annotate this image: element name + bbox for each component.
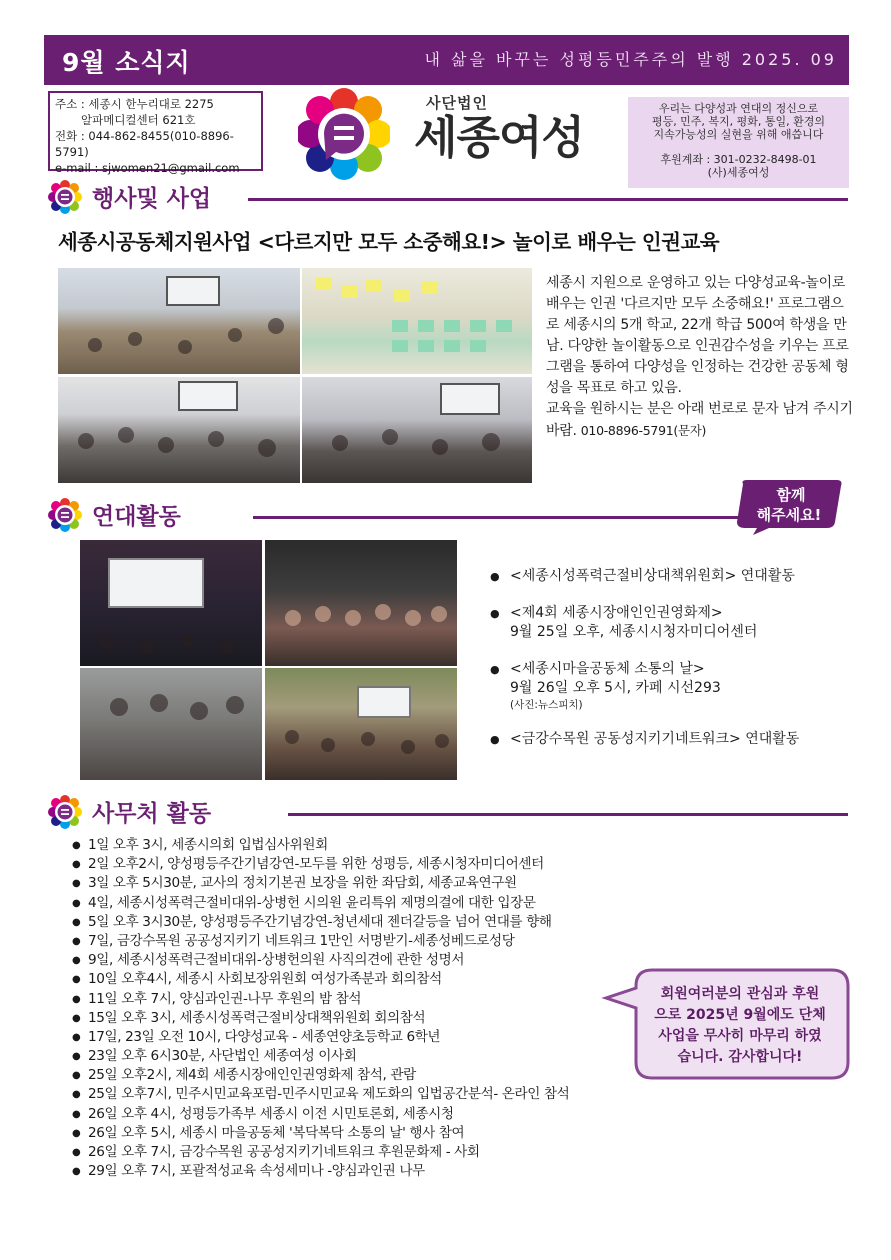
account-holder: (사)세종여성 <box>707 166 770 179</box>
newsletter-title: 9월 소식지 <box>62 48 191 77</box>
section-title: 행사및 사업 <box>92 186 212 212</box>
mission-line: 우리는 다양성과 연대의 정신으로 <box>658 102 819 115</box>
photo-credit: (사진:뉴스피치) <box>510 699 583 711</box>
logo-subtitle: 사단법인 <box>426 94 488 112</box>
section-divider <box>253 516 743 519</box>
list-item: ● 11일 오후 7시, 양심과인권-나무 후원의 밤 참석 <box>72 990 672 1009</box>
section-title: 연대활동 <box>92 504 181 530</box>
education-phone: 010-8896-5791(문자) <box>580 423 707 438</box>
solidarity-detail: 9월 26일 오후 5시, 카페 시선293 <box>510 680 721 696</box>
list-item: ● 10일 오후4시, 세종시 사회보장위원회 여성가족분과 회의참석 <box>72 970 672 989</box>
phone-line: 전화 : 044-862-8455(010-8896-5791) <box>55 129 234 159</box>
solidarity-photo-1 <box>80 540 262 666</box>
solidarity-photo-4 <box>265 668 457 780</box>
flower-logo-icon <box>298 88 390 180</box>
list-item <box>490 660 860 712</box>
list-item: ● 26일 오후 7시, 금강수목원 공공성지키기네트워크 후원문화제 - 사회 <box>72 1143 672 1162</box>
solidarity-title: <세종시성폭력근절비상대책위원회> 연대활동 <box>510 568 795 584</box>
org-logo <box>298 88 598 180</box>
solidarity-photo-2 <box>265 540 457 666</box>
education-request-text: 교육을 원하시는 분은 아래 번로로 문자 남겨 주시기 바람. <box>546 401 853 439</box>
email-line: e-mail : sjwomen21@gmail.com <box>55 161 240 175</box>
donation-account: 후원계좌 : 301-0232-8498-01 <box>660 153 817 166</box>
address-line-2: 알파메디컬센터 621호 <box>81 113 196 127</box>
thank-you-line: 사업을 무사히 마무리 하였 <box>658 1028 822 1044</box>
event-photo-1 <box>58 268 300 374</box>
list-item: ● 9일, 세종시성폭력근절비대위-상병헌의원 사직의견에 관한 성명서 <box>72 951 672 970</box>
event-description-text: 세종시 지원으로 운영하고 있는 다양성교육-놀이로 배우는 인권 '다르지만 모두 소중해요!' 프로그램으로 세종시의 5개 학교, 22개 학급 500여 학생을 만남. 다양한 놀이활동으로 인권감수성을 키우는 프로그램을 통하여 다양성을 인정하는 건강한 공동체 형성을 목표로 하고 있음. <box>546 275 849 396</box>
solidarity-list <box>490 567 860 767</box>
section-header-office <box>48 793 848 833</box>
list-item: ● 4일, 세종시성폭력근절비대위-상병헌 시의원 윤리특위 제명의결에 대한 입장문 <box>72 894 672 913</box>
badge-line-2: 해주세요! <box>756 506 822 524</box>
section-header-solidarity <box>48 496 748 536</box>
section-logo-icon <box>48 795 82 829</box>
section-logo-icon <box>48 498 82 532</box>
list-item: ● 3일 오후 5시30분, 교사의 정치기본권 보장을 위한 좌담회, 세종교육연구원 <box>72 874 672 893</box>
join-us-badge <box>733 478 845 536</box>
list-item: ● 5일 오후 3시30분, 양성평등주간기념강연-청년세대 젠더갈등을 넘어 연대를 향해 <box>72 913 672 932</box>
list-item: ● 7일, 금강수목원 공공성지키기 네트워크 1만인 서명받기-세종성베드로성당 <box>72 932 672 951</box>
thank-you-line: 으로 2025년 9월에도 단체 <box>654 1007 826 1023</box>
list-item: ● 26일 오후 4시, 성평등가족부 세종시 이전 시민토론회, 세종시청 <box>72 1105 672 1124</box>
list-item: ● 29일 오후 7시, 포괄적성교육 속성세미나 -양심과인권 나무 <box>72 1162 672 1181</box>
solidarity-detail: 9월 25일 오후, 세종시시청자미디어센터 <box>510 624 758 640</box>
logo-wordmark: 세종여성 <box>414 111 584 164</box>
event-photo-4 <box>302 377 532 483</box>
list-item: ● 26일 오후 5시, 세종시 마을공동체 '복닥복닥 소통의 날' 행사 참여 <box>72 1124 672 1143</box>
event-photo-3 <box>58 377 300 483</box>
mission-box <box>628 97 849 188</box>
list-item <box>490 567 860 586</box>
newsletter-header-bar <box>44 35 849 85</box>
badge-line-1: 함께 <box>776 486 806 504</box>
solidarity-title: ● <세종시마을공동체 소통의 날> <box>510 661 705 677</box>
mission-line: 지속가능성의 실현을 위해 애씁니다 <box>653 128 824 141</box>
thank-you-line: 회원여러분의 관심과 후원 <box>660 986 820 1002</box>
list-item: ● 2일 오후2시, 양성평등주간기념강연-모두를 위한 성평등, 세종시청자미디어센터 <box>72 855 672 874</box>
solidarity-title: ● <제4회 세종시장애인인권영화제> <box>510 605 723 621</box>
list-item: ● 15일 오후 3시, 세종시성폭력근절비상대책위원회 회의참석 <box>72 1009 672 1028</box>
section-divider <box>248 198 848 201</box>
list-item: ● 25일 오후7시, 민주시민교육포럼-민주시민교육 제도화의 입법공간분석- 온라인 참석 <box>72 1085 672 1104</box>
solidarity-photo-3 <box>80 668 262 780</box>
mission-line: 평등, 민주, 복지, 평화, 통일, 환경의 <box>651 115 826 128</box>
thank-you-line: 습니다. 감사합니다! <box>677 1049 803 1065</box>
event-headline: 세종시공동체지원사업 <다르지만 모두 소중해요!> 놀이로 배우는 인권교육 <box>58 230 720 254</box>
solidarity-title: <금강수목원 공동성지키기네트워크> 연대활동 <box>510 731 800 747</box>
contact-box <box>48 91 263 175</box>
list-item <box>490 604 860 642</box>
section-divider <box>288 813 848 816</box>
newsletter-slogan: 내 삶을 바꾸는 성평등민주주의 발행 2025. 09 <box>424 50 837 69</box>
section-header-events <box>48 178 848 218</box>
list-item: ● 23일 오후 6시30분, 사단법인 세종여성 이사회 <box>72 1047 672 1066</box>
address-line: 주소 : 세종시 한누리대로 2275 <box>55 97 214 111</box>
event-photo-2 <box>302 268 532 374</box>
event-description <box>546 273 856 442</box>
thank-you-message <box>640 984 840 1068</box>
list-item: ● 25일 오후2시, 제4회 세종시장애인인권영화제 참석, 관람 <box>72 1066 672 1085</box>
list-item: ● 17일, 23일 오전 10시, 다양성교육 - 세종연양초등학교 6학년 <box>72 1028 672 1047</box>
office-activity-list <box>72 836 672 1181</box>
list-item <box>490 730 860 749</box>
section-logo-icon <box>48 180 82 214</box>
section-title: 사무처 활동 <box>92 801 212 827</box>
list-item: ● 1일 오후 3시, 세종시의회 입법심사위원회 <box>72 836 672 855</box>
